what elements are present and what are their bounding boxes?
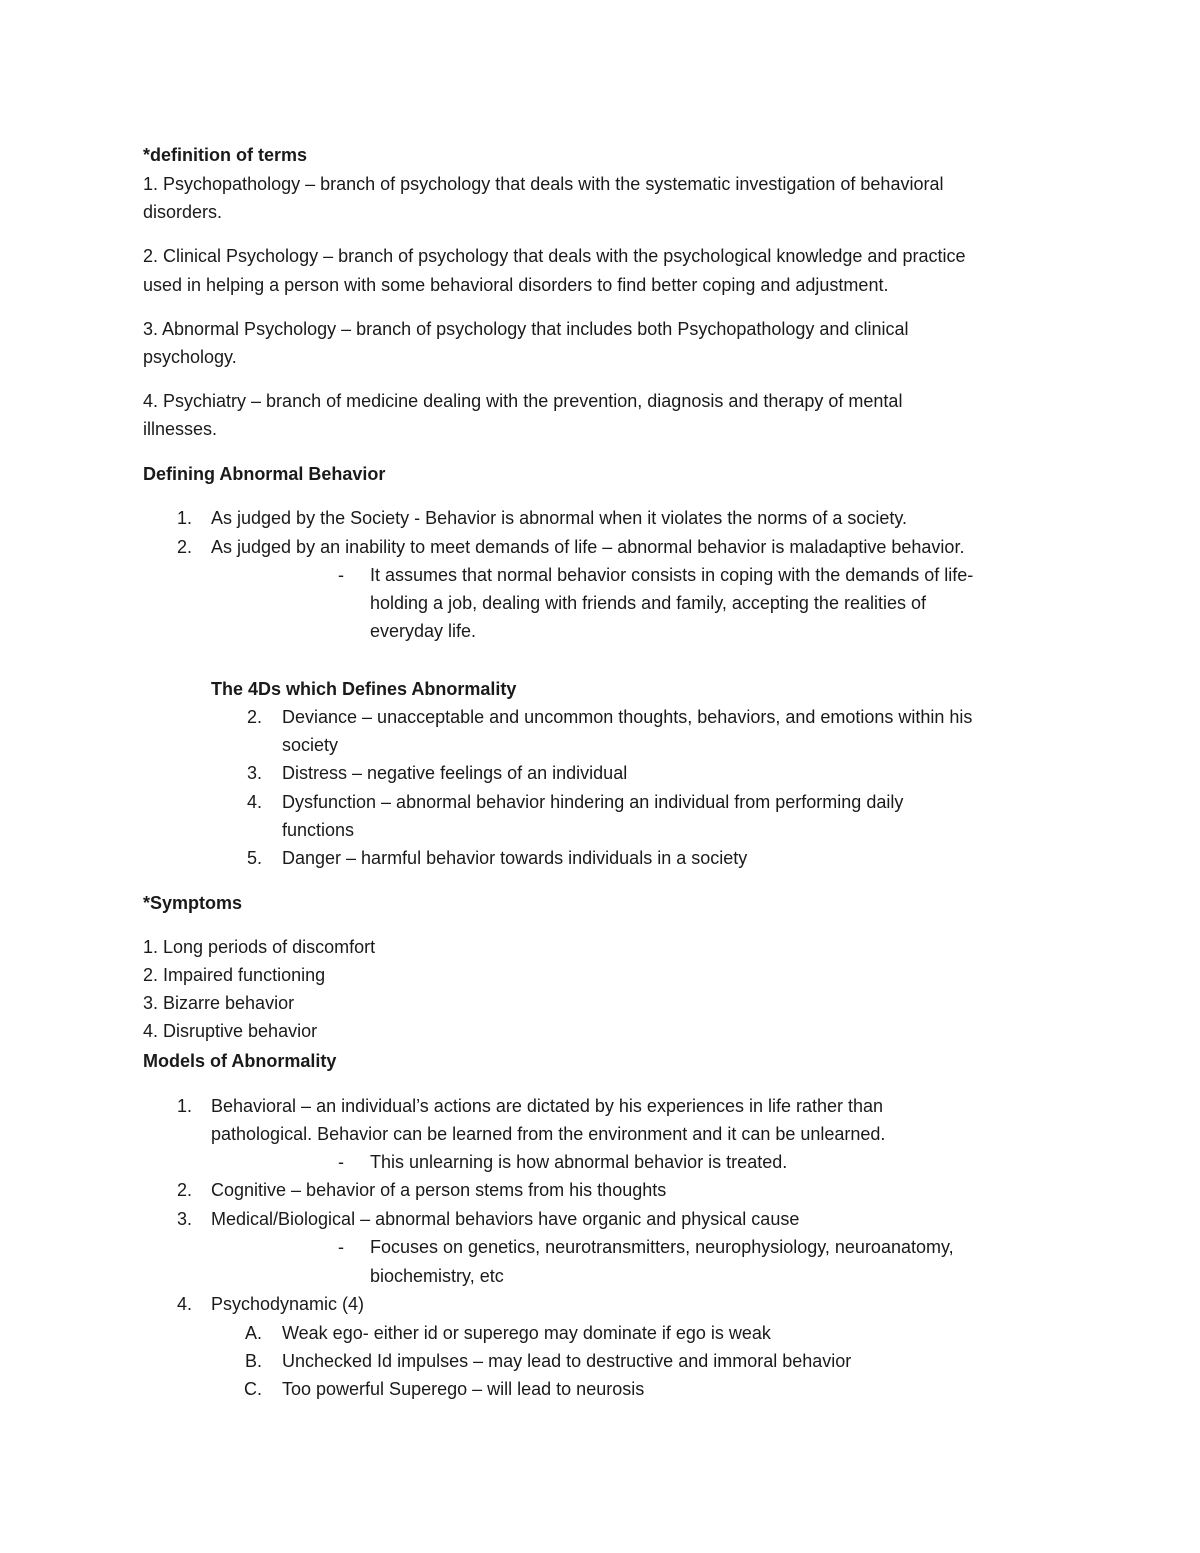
models-heading: Models of Abnormality <box>143 1051 337 1071</box>
symptom-item-4: 4. Disruptive behavior <box>143 1021 318 1041</box>
model-psychodynamic-text: Psychodynamic (4) <box>211 1294 365 1314</box>
defining-item-1-text: As judged by the Society - Behavior is abnormal when it violates the norms of a society. <box>211 508 908 528</box>
defining-item-2-number: 2. <box>176 537 192 557</box>
definition-item-4-line-1: 4. Psychiatry – branch of medicine dealing with the prevention, diagnosis and therapy of mental <box>143 391 903 411</box>
defining-sub-line-2: holding a job, dealing with friends and family, accepting the realities of <box>370 593 926 613</box>
model-behavioral-line-2: pathological. Behavior can be learned from the environment and it can be unlearned. <box>211 1124 886 1144</box>
four-ds-item-distress-line-1: Distress – negative feelings of an individual <box>282 763 628 783</box>
psychodynamic-item-c-text: Too powerful Superego – will lead to neurosis <box>282 1379 645 1399</box>
definitions-heading: *definition of terms <box>143 145 308 165</box>
definition-item-3-line-1: 3. Abnormal Psychology – branch of psychology that includes both Psychopathology and clinical <box>143 319 909 339</box>
model-medical-text: Medical/Biological – abnormal behaviors have organic and physical cause <box>211 1209 800 1229</box>
four-ds-item-danger-line-1: Danger – harmful behavior towards individuals in a society <box>282 848 748 868</box>
model-behavioral-sub-dash: - <box>338 1152 344 1172</box>
definition-item-4-line-2: illnesses. <box>143 419 218 439</box>
four-ds-item-dysfunction-line-1: Dysfunction – abnormal behavior hindering an individual from performing daily <box>282 792 904 812</box>
four-ds-item-dysfunction-number: 4. <box>246 792 262 812</box>
symptom-item-3: 3. Bizarre behavior <box>143 993 295 1013</box>
definition-item-3-line-2: psychology. <box>143 347 237 367</box>
definition-item-2-line-1: 2. Clinical Psychology – branch of psychology that deals with the psychological knowledge and practice <box>143 246 966 266</box>
model-behavioral-sub: This unlearning is how abnormal behavior is treated. <box>370 1152 788 1172</box>
defining-item-2-text: As judged by an inability to meet demands of life – abnormal behavior is maladaptive behavior. <box>211 537 965 557</box>
model-behavioral-line-1: Behavioral – an individual’s actions are dictated by his experiences in life rather than <box>211 1096 884 1116</box>
defining-item-1-number: 1. <box>176 508 192 528</box>
defining-heading: Defining Abnormal Behavior <box>143 464 386 484</box>
model-cognitive-number: 2. <box>176 1180 192 1200</box>
symptoms-heading: *Symptoms <box>143 893 243 913</box>
model-medical-sub-dash: - <box>338 1237 344 1257</box>
definition-item-1-line-1: 1. Psychopathology – branch of psychology that deals with the systematic investigation of behavioral <box>143 174 944 194</box>
defining-sub-dash: - <box>338 565 344 585</box>
model-medical-number: 3. <box>176 1209 192 1229</box>
model-medical-sub-line-2: biochemistry, etc <box>370 1266 504 1286</box>
model-behavioral-number: 1. <box>176 1096 192 1116</box>
four-ds-item-dysfunction-line-2: functions <box>282 820 355 840</box>
model-medical-sub-line-1: Focuses on genetics, neurotransmitters, neurophysiology, neuroanatomy, <box>370 1237 954 1257</box>
psychodynamic-item-a-letter: A. <box>244 1323 262 1343</box>
symptom-item-2: 2. Impaired functioning <box>143 965 326 985</box>
four-ds-item-deviance-line-1: Deviance – unacceptable and uncommon thoughts, behaviors, and emotions within his <box>282 707 973 727</box>
model-psychodynamic-number: 4. <box>176 1294 192 1314</box>
four-ds-item-deviance-line-2: society <box>282 735 339 755</box>
four-ds-item-deviance-number: 2. <box>246 707 262 727</box>
symptom-item-1: 1. Long periods of discomfort <box>143 937 376 957</box>
four-ds-item-distress-number: 3. <box>246 763 262 783</box>
defining-sub-line-3: everyday life. <box>370 621 477 641</box>
model-cognitive-text: Cognitive – behavior of a person stems from his thoughts <box>211 1180 667 1200</box>
defining-sub-line-1: It assumes that normal behavior consists in coping with the demands of life- <box>370 565 974 585</box>
four-ds-item-danger-number: 5. <box>246 848 262 868</box>
psychodynamic-item-b-text: Unchecked Id impulses – may lead to destructive and immoral behavior <box>282 1351 852 1371</box>
psychodynamic-item-c-letter: C. <box>244 1379 262 1399</box>
four-ds-heading: The 4Ds which Defines Abnormality <box>211 679 517 699</box>
definition-item-2-line-2: used in helping a person with some behavioral disorders to find better coping and adjustment. <box>143 275 889 295</box>
psychodynamic-item-a-text: Weak ego- either id or superego may dominate if ego is weak <box>282 1323 771 1343</box>
definition-item-1-line-2: disorders. <box>143 202 223 222</box>
psychodynamic-item-b-letter: B. <box>244 1351 262 1371</box>
